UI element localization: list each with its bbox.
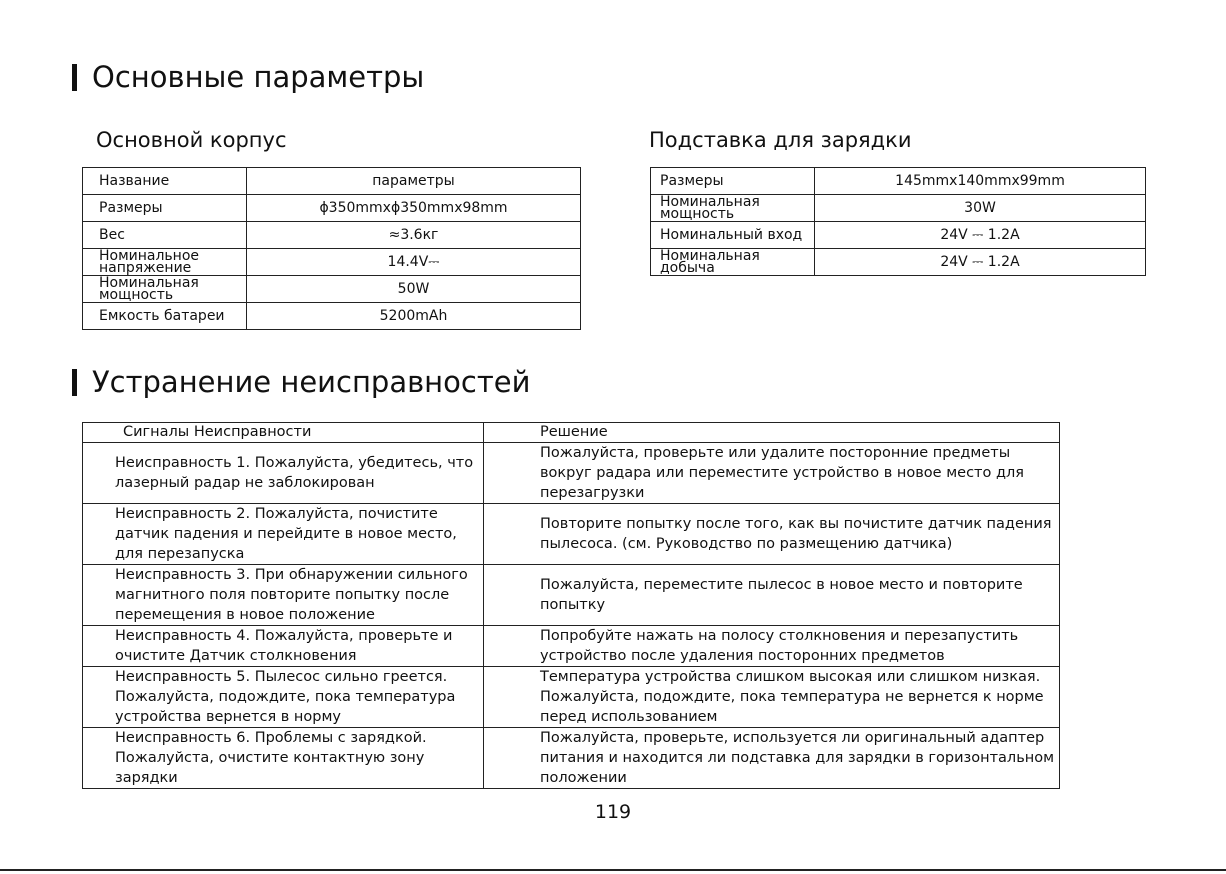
table-row xyxy=(83,504,1060,565)
table-row xyxy=(83,276,581,303)
fault-signal: Неисправность 4. Пожалуйста, проверьте и очистите Датчик столкновения xyxy=(83,626,484,667)
table-header-row xyxy=(83,423,1060,443)
spec-key: Номинальный вход xyxy=(651,222,815,249)
heading-text: Устранение неисправностей xyxy=(92,365,531,399)
table-row xyxy=(83,222,581,249)
spec-key-text: Номинальная мощность xyxy=(99,275,199,303)
fault-solution: Пожалуйста, переместите пылесос в новое место и повторите попытку xyxy=(484,565,1060,626)
fault-solution: Попробуйте нажать на полосу столкновения и перезапустить устройство после удаления посторонних предметов xyxy=(484,626,1060,667)
section-heading-main-params xyxy=(72,60,424,94)
table-row xyxy=(651,222,1146,249)
heading-text: Основные параметры xyxy=(92,60,425,94)
spec-key-text: Номинальная добыча xyxy=(660,248,760,276)
table-row xyxy=(651,168,1146,195)
spec-key xyxy=(651,195,815,222)
bottom-rule xyxy=(0,869,1226,871)
spec-key: Название xyxy=(83,168,247,195)
spec-value: 50W xyxy=(247,276,581,303)
table-row xyxy=(83,565,1060,626)
spec-value: ≈3.6кг xyxy=(247,222,581,249)
spec-key: Вес xyxy=(83,222,247,249)
section-heading-troubleshooting xyxy=(72,365,530,399)
spec-key: Размеры xyxy=(83,195,247,222)
spec-value: параметры xyxy=(247,168,581,195)
spec-value: 14.4V⎓ xyxy=(247,249,581,276)
spec-key xyxy=(651,249,815,276)
dock-title: Подставка для зарядки xyxy=(649,128,912,152)
table-row xyxy=(83,195,581,222)
spec-value: 30W xyxy=(815,195,1146,222)
fault-signal: Неисправность 5. Пылесос сильно греется. Пожалуйста, подождите, пока температура устройства вернется в норму xyxy=(83,667,484,728)
dock-spec-table xyxy=(650,167,1146,276)
table-row xyxy=(651,249,1146,276)
fault-signal: Неисправность 6. Проблемы с зарядкой. Пожалуйста, очистите контактную зону зарядки xyxy=(83,728,484,789)
table-row xyxy=(651,195,1146,222)
spec-key xyxy=(83,249,247,276)
table-row xyxy=(83,168,581,195)
fault-solution: Температура устройства слишком высокая или слишком низкая. Пожалуйста, подождите, пока температура не вернется к норме перед использованием xyxy=(484,667,1060,728)
heading-bar xyxy=(72,64,77,91)
spec-key: Емкость батареи xyxy=(83,303,247,330)
fault-solution: Пожалуйста, проверьте, используется ли оригинальный адаптер питания и находится ли подставка для зарядки в горизонтальном положении xyxy=(484,728,1060,789)
spec-key-text: Номинальное напряжение xyxy=(99,248,200,276)
heading-bar xyxy=(72,369,77,396)
spec-key: Размеры xyxy=(651,168,815,195)
fault-signal: Неисправность 2. Пожалуйста, почистите датчик падения и перейдите в новое место, для перезапуска xyxy=(83,504,484,565)
table-row xyxy=(83,249,581,276)
spec-value: 24V ⎓ 1.2A xyxy=(815,249,1146,276)
spec-value: ϕ350mmxϕ350mmx98mm xyxy=(247,195,581,222)
spec-value: 145mmx140mmx99mm xyxy=(815,168,1146,195)
table-row xyxy=(83,443,1060,504)
fault-solution: Пожалуйста, проверьте или удалите посторонние предметы вокруг радара или переместите устройство в новое место для перезагрузки xyxy=(484,443,1060,504)
spec-key xyxy=(83,276,247,303)
page-number: 119 xyxy=(594,801,632,823)
fault-signal: Неисправность 1. Пожалуйста, убедитесь, что лазерный радар не заблокирован xyxy=(83,443,484,504)
spec-key-text: Номинальная мощность xyxy=(660,194,760,222)
fault-signal: Неисправность 3. При обнаружении сильного магнитного поля повторите попытку после перемещения в новое положение xyxy=(83,565,484,626)
table-row xyxy=(83,667,1060,728)
column-header-solution: Решение xyxy=(484,423,1060,443)
table-row xyxy=(83,626,1060,667)
main-body-title: Основной корпус xyxy=(96,128,287,152)
spec-value: 5200mAh xyxy=(247,303,581,330)
fault-solution: Повторите попытку после того, как вы почистите датчик падения пылесоса. (см. Руководство по размещению датчика) xyxy=(484,504,1060,565)
main-body-spec-table xyxy=(82,167,581,330)
table-row xyxy=(83,728,1060,789)
troubleshooting-table xyxy=(82,422,1060,789)
spec-value: 24V ⎓ 1.2A xyxy=(815,222,1146,249)
table-row xyxy=(83,303,581,330)
column-header-signals: Сигналы Неисправности xyxy=(83,423,484,443)
